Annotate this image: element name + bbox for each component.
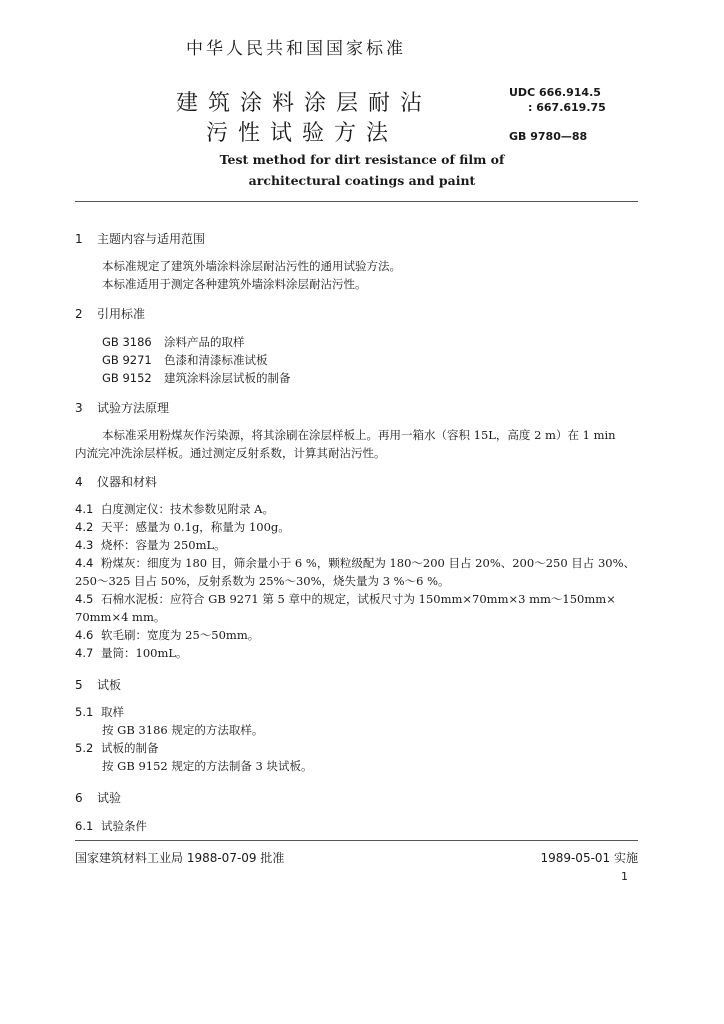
reference-code: GB 9271 xyxy=(102,353,152,367)
item-number: 4.4 xyxy=(75,556,94,570)
header-divider xyxy=(75,201,638,202)
section-title: 试板 xyxy=(97,678,122,692)
item-text: 取样 xyxy=(101,705,124,719)
document-title-line2: 污性试验方法 xyxy=(206,121,399,146)
section-1-para-2: 本标准适用于测定各种建筑外墙涂料涂层耐沾污性。 xyxy=(102,277,367,291)
item-detail: 按 GB 3186 规定的方法取样。 xyxy=(102,723,264,737)
reference-name: 涂料产品的取样 xyxy=(164,335,245,349)
list-item xyxy=(75,518,641,536)
list-item xyxy=(75,626,641,644)
udc-code-line2: : 667.619.75 xyxy=(528,101,606,114)
section-title: 试验 xyxy=(97,791,122,805)
item-text: 试板的制备 xyxy=(101,741,159,755)
section-number: 6 xyxy=(75,791,83,805)
item-number: 4.6 xyxy=(75,628,94,642)
reference-item xyxy=(102,334,245,350)
list-item xyxy=(75,590,641,608)
section-number: 1 xyxy=(75,232,83,246)
reference-name: 建筑涂料涂层试板的制备 xyxy=(164,371,291,385)
section-2-heading xyxy=(75,305,145,322)
reference-item xyxy=(102,352,268,368)
item-text: 量筒：100mL。 xyxy=(101,646,188,660)
item-number: 6.1 xyxy=(75,819,94,833)
list-item-continuation: 250～325 目占 50%，反射系数为 25%～30%，烧失量为 3 %～6 %。 xyxy=(75,574,450,588)
item-number: 4.5 xyxy=(75,592,94,606)
list-item xyxy=(75,536,641,554)
page-number: 1 xyxy=(621,870,628,883)
reference-name: 色漆和清漆标准试板 xyxy=(164,353,268,367)
section-3-para-1: 本标准采用粉煤灰作污染源，将其涂刷在涂层样板上。再用一箱水（容积 15L，高度 2 m）在 1 min xyxy=(102,428,616,442)
section-title: 试验方法原理 xyxy=(97,401,170,415)
section-1-para-1: 本标准规定了建筑外墙涂料涂层耐沾污性的通用试验方法。 xyxy=(102,259,401,273)
item-number: 4.3 xyxy=(75,538,94,552)
section-5-heading xyxy=(75,676,121,693)
section-1-heading xyxy=(75,230,205,247)
udc-code-line1: UDC 666.914.5 xyxy=(509,86,601,99)
document-title-line1: 建筑涂料涂层耐沾 xyxy=(176,91,433,116)
section-3-heading xyxy=(75,399,169,416)
item-number: 4.1 xyxy=(75,502,94,516)
item-number: 5.2 xyxy=(75,741,94,755)
gb-code: GB 9780—88 xyxy=(509,130,588,143)
section-title: 引用标准 xyxy=(97,307,146,321)
reference-code: GB 9152 xyxy=(102,371,152,385)
item-text: 试验条件 xyxy=(101,819,147,833)
item-text: 石棉水泥板：应符合 GB 9271 第 5 章中的规定，试板尺寸为 150mm×70mm×3 mm～150mm× xyxy=(101,592,616,606)
item-number: 5.1 xyxy=(75,705,94,719)
section-number: 4 xyxy=(75,475,83,489)
list-item xyxy=(75,703,641,721)
item-text: 烧杯：容量为 250mL。 xyxy=(101,538,226,552)
list-item xyxy=(75,554,641,572)
item-text: 软毛刷：宽度为 25～50mm。 xyxy=(101,628,260,642)
list-item xyxy=(75,644,641,662)
section-number: 3 xyxy=(75,401,83,415)
effective-date: 1989-05-01 实施 xyxy=(540,851,638,865)
section-6-heading xyxy=(75,789,121,806)
item-number: 4.7 xyxy=(75,646,94,660)
reference-code: GB 3186 xyxy=(102,335,152,349)
list-item xyxy=(75,817,641,835)
section-title: 主题内容与适用范围 xyxy=(97,232,206,246)
list-item xyxy=(75,739,641,757)
english-title-line2: architectural coatings and paint xyxy=(248,173,476,188)
section-number: 5 xyxy=(75,678,83,692)
section-4-heading xyxy=(75,473,157,490)
reference-item xyxy=(102,370,291,386)
item-detail: 按 GB 9152 规定的方法制备 3 块试板。 xyxy=(102,759,313,773)
national-standard-title: 中华人民共和国国家标准 xyxy=(186,39,406,59)
approval-info: 国家建筑材料工业局 1988-07-09 批准 xyxy=(75,851,285,865)
footer-divider xyxy=(75,840,638,841)
section-number: 2 xyxy=(75,307,83,321)
list-item xyxy=(75,500,641,518)
item-text: 天平：感量为 0.1g，称量为 100g。 xyxy=(101,520,290,534)
section-title: 仪器和材料 xyxy=(97,475,158,489)
item-text: 白度测定仪：技术参数见附录 A。 xyxy=(101,502,274,516)
english-title-line1: Test method for dirt resistance of film of xyxy=(219,152,505,167)
item-number: 4.2 xyxy=(75,520,94,534)
item-text: 粉煤灰：细度为 180 目，筛余量小于 6 %，颗粒级配为 180～200 目占 20%、200～250 目占 30%、 xyxy=(101,556,636,570)
list-item-continuation: 70mm×4 mm。 xyxy=(75,610,166,624)
section-3-para-2: 内流完冲洗涂层样板。通过测定反射系数，计算其耐沾污性。 xyxy=(75,446,386,460)
